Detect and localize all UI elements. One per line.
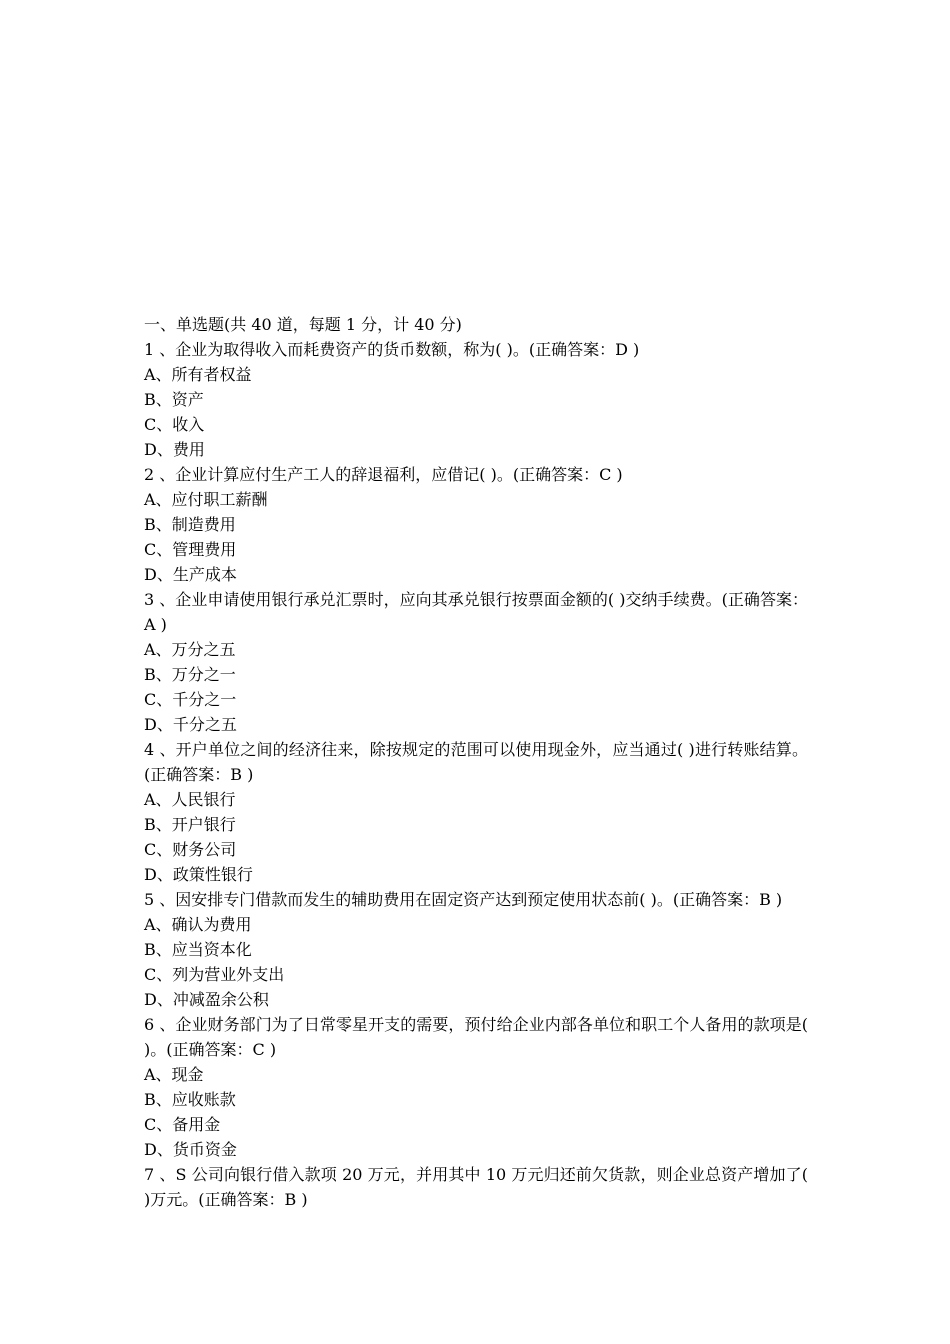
question-6 (144, 1012, 808, 1162)
option-c: C、财务公司 (144, 840, 237, 859)
option-b: B、开户银行 (144, 815, 236, 834)
option-b: B、万分之一 (144, 665, 236, 684)
option-b: B、制造费用 (144, 515, 236, 534)
question-2 (144, 462, 808, 587)
option-c: C、收入 (144, 415, 205, 434)
option-c: C、千分之一 (144, 690, 237, 709)
question-5 (144, 887, 808, 1012)
option-a: A、万分之五 (144, 640, 236, 659)
question-4 (144, 737, 808, 887)
option-a: A、所有者权益 (144, 365, 252, 384)
option-c: C、管理费用 (144, 540, 237, 559)
option-d: D、货币资金 (144, 1140, 237, 1159)
option-a: A、人民银行 (144, 790, 236, 809)
question-7 (144, 1162, 808, 1212)
option-a: A、应付职工薪酬 (144, 490, 268, 509)
option-a: A、现金 (144, 1065, 204, 1084)
question-stem: 7 、S 公司向银行借入款项 20 万元，并用其中 10 万元归还前欠货款，则企业总资产增加了( )万元。(正确答案：B ) (144, 1165, 808, 1209)
option-b: B、应收账款 (144, 1090, 236, 1109)
option-d: D、政策性银行 (144, 865, 253, 884)
question-stem: 2 、企业计算应付生产工人的辞退福利，应借记( )。(正确答案：C ) (144, 465, 623, 484)
question-stem: 3 、企业申请使用银行承兑汇票时，应向其承兑银行按票面金额的( )交纳手续费。(正确答案：A ) (144, 590, 808, 634)
question-1 (144, 337, 808, 462)
question-3 (144, 587, 808, 737)
document-body (144, 312, 808, 1212)
option-d: D、冲减盈余公积 (144, 990, 269, 1009)
option-c: C、备用金 (144, 1115, 221, 1134)
question-stem: 6 、企业财务部门为了日常零星开支的需要，预付给企业内部各单位和职工个人备用的款项是( )。(正确答案：C ) (144, 1015, 808, 1059)
option-d: D、千分之五 (144, 715, 237, 734)
question-stem: 4 、开户单位之间的经济往来，除按规定的范围可以使用现金外，应当通过( )进行转账结算。(正确答案：B ) (144, 740, 808, 784)
option-b: B、资产 (144, 390, 204, 409)
question-stem: 1 、企业为取得收入而耗费资产的货币数额，称为( )。(正确答案：D ) (144, 340, 640, 359)
option-b: B、应当资本化 (144, 940, 252, 959)
option-c: C、列为营业外支出 (144, 965, 285, 984)
section-title: 一、单选题(共 40 道，每题 1 分，计 40 分) (144, 315, 462, 334)
option-d: D、生产成本 (144, 565, 237, 584)
option-a: A、确认为费用 (144, 915, 252, 934)
option-d: D、费用 (144, 440, 205, 459)
question-stem: 5 、因安排专门借款而发生的辅助费用在固定资产达到预定使用状态前( )。(正确答案：B ) (144, 890, 783, 909)
